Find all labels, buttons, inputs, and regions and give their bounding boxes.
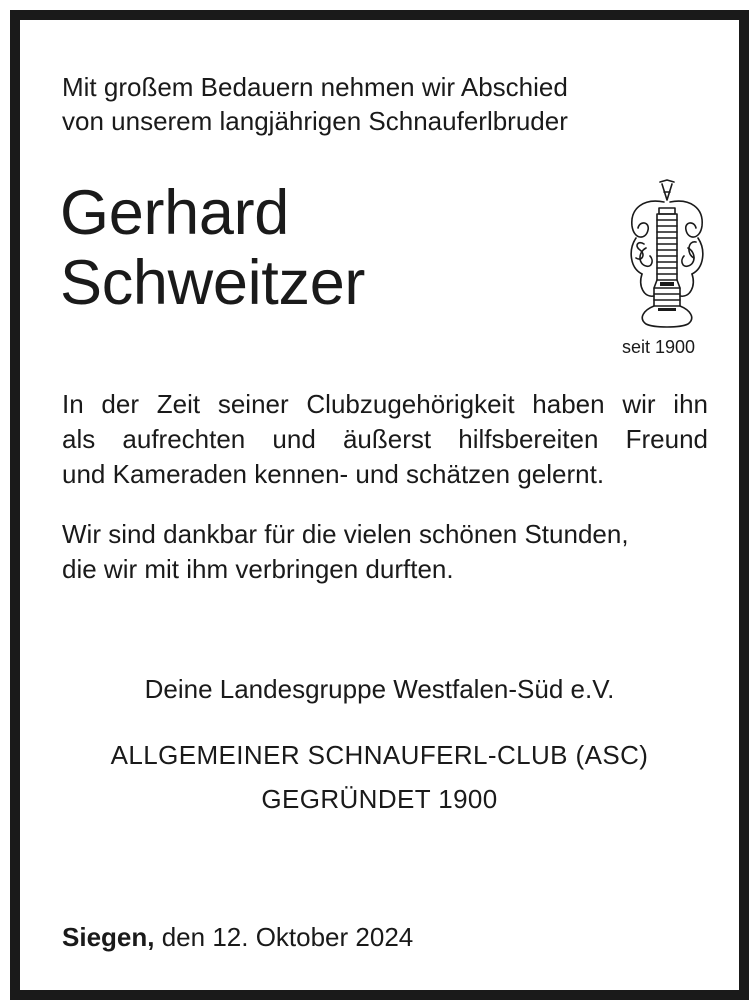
intro-line-2: von unserem langjährigen Schnauferlbruder: [62, 106, 568, 136]
tribute-line: als aufrechten und äußerst hilfsbereiten Freund: [62, 424, 708, 454]
logo-caption: seit 1900: [622, 337, 696, 357]
first-name: Gerhard: [60, 178, 290, 248]
intro-line-1: Mit großem Bedauern nehmen wir Abschied: [62, 72, 568, 102]
asc-club-emblem-icon: [624, 178, 710, 330]
signature-club: ALLGEMEINER SCHNAUFERL-CLUB (ASC): [110, 740, 649, 770]
tribute-paragraph-1: [62, 387, 708, 492]
tribute-line: und Kameraden kennen- und schätzen gelernt.: [62, 459, 605, 489]
tribute-line: Wir sind dankbar für die vielen schönen Stunden,: [62, 519, 629, 549]
obituary-notice: [10, 10, 749, 1000]
dateline: [62, 920, 413, 954]
signature-founded: GEGRÜNDET 1900: [261, 784, 498, 814]
last-name: Schweitzer: [60, 248, 366, 318]
dateline-date: den 12. Oktober 2024: [161, 922, 414, 952]
deceased-name: [60, 178, 365, 318]
tribute-line: die wir mit ihm verbringen durften.: [62, 554, 454, 584]
tribute-line: In der Zeit seiner Clubzugehörigkeit haben wir ihn: [62, 389, 708, 419]
intro-text: [62, 70, 568, 138]
signature-group: Deine Landesgruppe Westfalen-Süd e.V.: [144, 674, 615, 704]
tribute-paragraph-2: [62, 517, 629, 587]
dateline-place: Siegen,: [62, 922, 155, 952]
